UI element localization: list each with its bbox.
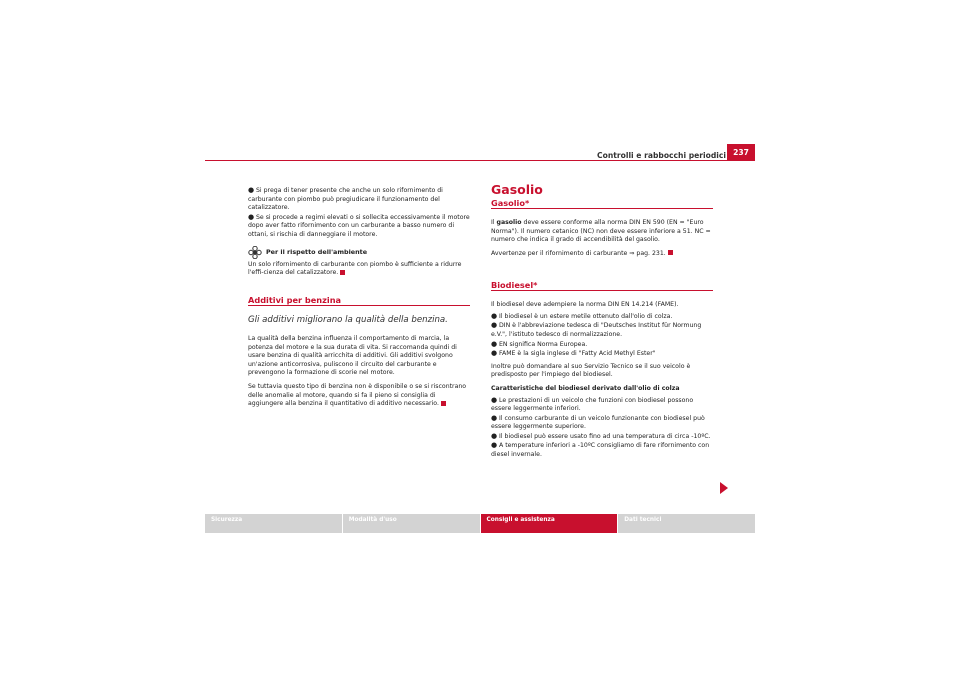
end-of-section-icon <box>441 401 446 406</box>
running-header-title: Controlli e rabbocchi periodici <box>597 151 726 160</box>
right-column <box>491 182 713 464</box>
bullet-icon: ● <box>491 349 498 358</box>
page-reference-link[interactable]: Avvertenze per il rifornimento di carburante ⇒ pag. 231. <box>491 249 666 257</box>
list-item: ● Il biodiesel può essere usato fino ad una temperatura di circa -10ºC. <box>491 431 711 440</box>
tab-dati-tecnici[interactable]: Dati tecnici <box>618 514 755 533</box>
footer-nav <box>205 514 755 533</box>
paragraph: Inoltre può domandare al suo Servizio Tecnico se il suo veicolo è predisposto per l'impiego del biodiesel. <box>491 362 691 379</box>
bullet-list-caratteristiche <box>491 396 713 460</box>
environment-note-heading <box>248 246 470 259</box>
paragraph: Se tuttavia questo tipo di benzina non è disponibile o se si riscontrano delle anomalie al motore, quando si fa il pieno si consiglia di aggiungere alla benzina il quantitativo di additivo necessario. <box>248 382 467 408</box>
bullet-list-biodiesel <box>491 312 713 359</box>
bullet-icon: ● <box>491 321 498 330</box>
environment-title: Per il rispetto dell'ambiente <box>266 247 368 256</box>
flower-icon <box>248 246 262 259</box>
end-of-section-icon <box>340 270 345 275</box>
bullet-icon: ● <box>491 441 498 450</box>
end-of-section-icon <box>668 250 673 255</box>
chapter-title-gasolio: Gasolio <box>491 182 543 197</box>
bullet-icon: ● <box>491 311 498 320</box>
next-page-arrow-icon[interactable] <box>720 482 728 494</box>
list-item: ● FAME è la sigla inglese di "Fatty Acid Methyl Ester" <box>491 349 656 358</box>
section-title-additivi: Additivi per benzina <box>248 296 470 307</box>
paragraph: Il gasolio deve essere conforme alla norma DIN EN 590 (EN = "Euro Norma"). Il numero cetanico (NC) non deve essere inferiore a 51. NC = numero che indica il grado di accendibilità del gasolio. <box>491 219 711 244</box>
page-number: 237 <box>727 144 755 160</box>
bullet-list-top <box>248 186 470 240</box>
bullet-icon: ● <box>491 339 498 348</box>
list-item: ● EN significa Norma Europea. <box>491 339 588 348</box>
tab-consigli-e-assistenza[interactable]: Consigli e assistenza <box>481 514 619 533</box>
bullet-icon: ● <box>491 395 498 404</box>
bullet-icon: ● <box>491 413 498 422</box>
tab-sicurezza[interactable]: Sicurezza <box>205 514 343 533</box>
paragraph: Il biodiesel deve adempiere la norma DIN EN 14.214 (FAME). <box>491 301 679 309</box>
bullet-icon: ● <box>491 431 498 440</box>
paragraph <box>491 250 713 259</box>
list-item: ● Se si procede a regimi elevati o si sollecita eccessivamente il motore dopo aver fatto rifornimento con un carburante a basso numero di ottani, si rischia di danneggiare il motore. <box>248 212 470 238</box>
environment-text: Un solo rifornimento di carburante con piombo è sufficiente a ridurre l'effi-cienza del catalizzatore. <box>248 260 462 277</box>
section-title-gasolio: Gasolio* <box>491 199 713 210</box>
subheading-caratteristiche: Caratteristiche del biodiesel derivato dall'olio di colza <box>491 384 680 392</box>
left-column <box>248 186 470 414</box>
list-item: ● A temperature inferiori a -10ºC consigliamo di fare rifornimento con diesel invernale. <box>491 441 710 459</box>
section-title-biodiesel: Biodiesel* <box>491 281 713 292</box>
list-item: ● Il consumo carburante di un veicolo funzionante con biodiesel può essere leggermente superiore. <box>491 413 705 431</box>
tab-modalita-duso[interactable]: Modalità d'uso <box>343 514 481 533</box>
header-rule <box>205 160 755 161</box>
list-item: ● Le prestazioni di un veicolo che funzioni con biodiesel possono essere leggermente inferiori. <box>491 395 694 413</box>
section-subtitle-additivi: Gli additivi migliorano la qualità della benzina. <box>248 315 448 326</box>
bullet-icon: ● <box>248 186 255 194</box>
paragraph: La qualità della benzina influenza il comportamento di marcia, la potenza del motore e la sua durata di vita. Si raccomanda quindi di usare benzina di qualità arricchita di additivi. Gli additivi svolgono un'azione anticorrosiva, puliscono il circuito del carburante e prevengono la formazione di scorie nel motore. <box>248 334 457 377</box>
list-item: ● DIN è l'abbreviazione tedesca di "Deutsches Institut für Normung e.V.", l'istituto tedesco di normalizzazione. <box>491 321 702 338</box>
bullet-icon: ● <box>248 212 255 221</box>
list-item: ● Si prega di tener presente che anche un solo rifornimento di carburante con piombo può pregiudicare il funzionamento del catalizzatore. <box>248 186 443 212</box>
list-item: ● Il biodiesel è un estere metile ottenuto dall'olio di colza. <box>491 311 673 320</box>
